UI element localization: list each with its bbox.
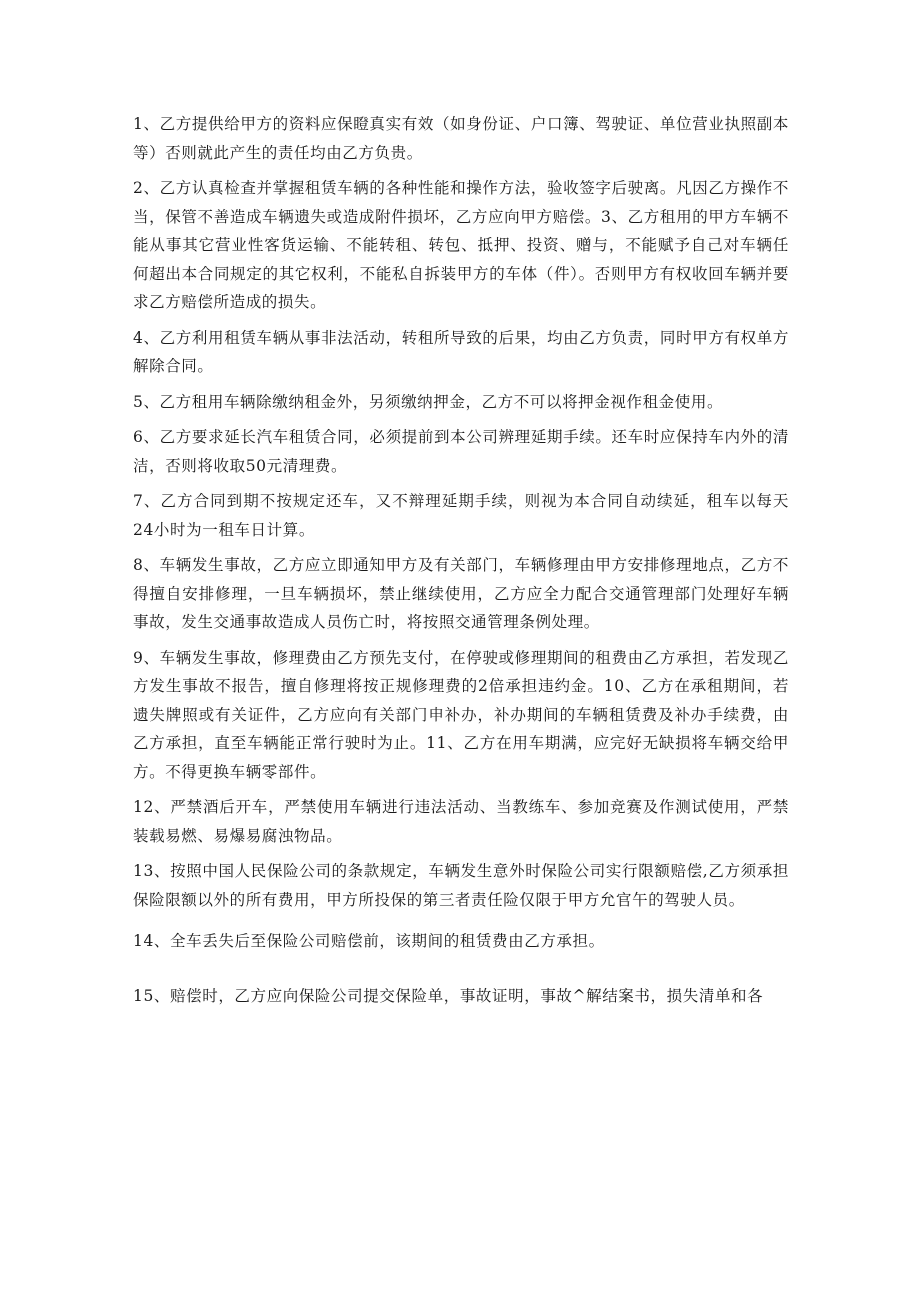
document-body xyxy=(133,110,789,1017)
clause-1: 1、乙方提供给甲方的资料应保瞪真实有效（如身份证、户口簿、驾驶证、单位营业执照副本等）否则就此产生的责任均由乙方负贵。 xyxy=(133,115,789,162)
clause-5: 5、乙方租用车辆除缴纳租金外，另须缴纳押金，乙方不可以将押金视作租金使用。 xyxy=(133,392,724,411)
clause-14: 14、全车丢失后至保险公司赔偿前，该期间的租赁费由乙方承担。 xyxy=(133,932,605,950)
clause-2-3: 2、乙方认真检查并掌握租赁车辆的各种性能和操作方法，验收签字后驶离。凡因乙方操作不当，保管不善造成车辆遗失或造成附件损坏，乙方应向甲方赔偿。3、乙方租用的甲方车辆不能从事其它营业性客货运输、不能转租、转包、抵押、投资、赠与，不能赋予自己对车辆任何超出本合同规定的其它权利，不能私自拆装甲方的车体（件）。否则甲方有权收回车辆并要求乙方赔偿所造成的损失。 xyxy=(133,179,789,311)
clause-8: 8、车辆发生事故，乙方应立即通知甲方及有关部门，车辆修理由甲方安排修理地点，乙方不得擅自安排修理，一旦车辆损坏，禁止继续使用，乙方应全力配合交通管理部门处理好车辆事故，发生交通事故造成人员伤亡时，将按照交通管理条例处理。 xyxy=(133,556,789,631)
clause-15: 15、赔偿时，乙方应向保险公司提交保险单，事故证明，事故^解结案书，损失清单和各 xyxy=(133,986,764,1005)
clause-4: 4、乙方利用租赁车辆从事非法活动，转租所导致的后果，均由乙方负责，同时甲方有权单方解除合同。 xyxy=(133,328,789,375)
clause-13: 13、按照中国人民保险公司的条款规定，车辆发生意外时保险公司实行限额赔偿,乙方须承担保险限额以外的所有费用，甲方所投保的第三者责任险仅限于甲方允官午的驾驶人员。 xyxy=(133,862,789,909)
clause-12: 12、严禁酒后开车，严禁使用车辆进行违法活动、当教练车、参加竞赛及作测试使用，严禁装载易燃、易爆易腐浊物品。 xyxy=(133,798,789,845)
clause-7: 7、乙方合同到期不按规定还车，又不辩理延期手续，则视为本合同自动续延，租车以每天24小时为一租车日计算。 xyxy=(133,492,789,539)
clause-9-10-11: 9、车辆发生事故，修理费由乙方预先支付，在停驶或修理期间的租费由乙方承担，若发现乙方发生事故不报告，擅自修理将按正规修理费的2倍承担违约金。10、乙方在承租期间，若遗失牌照或有关证件，乙方应向有关部门申补办，补办期间的车辆租赁费及补办手续费，由乙方承担，直至车辆能正常行驶时为止。11、乙方在用车期满，应完好无缺损将车辆交给甲方。不得更换车辆零部件。 xyxy=(133,648,789,781)
clause-6: 6、乙方要求延长汽车租赁合同，必须提前到本公司辨理延期手续。还车时应保持车内外的清洁，否则将收取50元清理费。 xyxy=(133,428,789,475)
